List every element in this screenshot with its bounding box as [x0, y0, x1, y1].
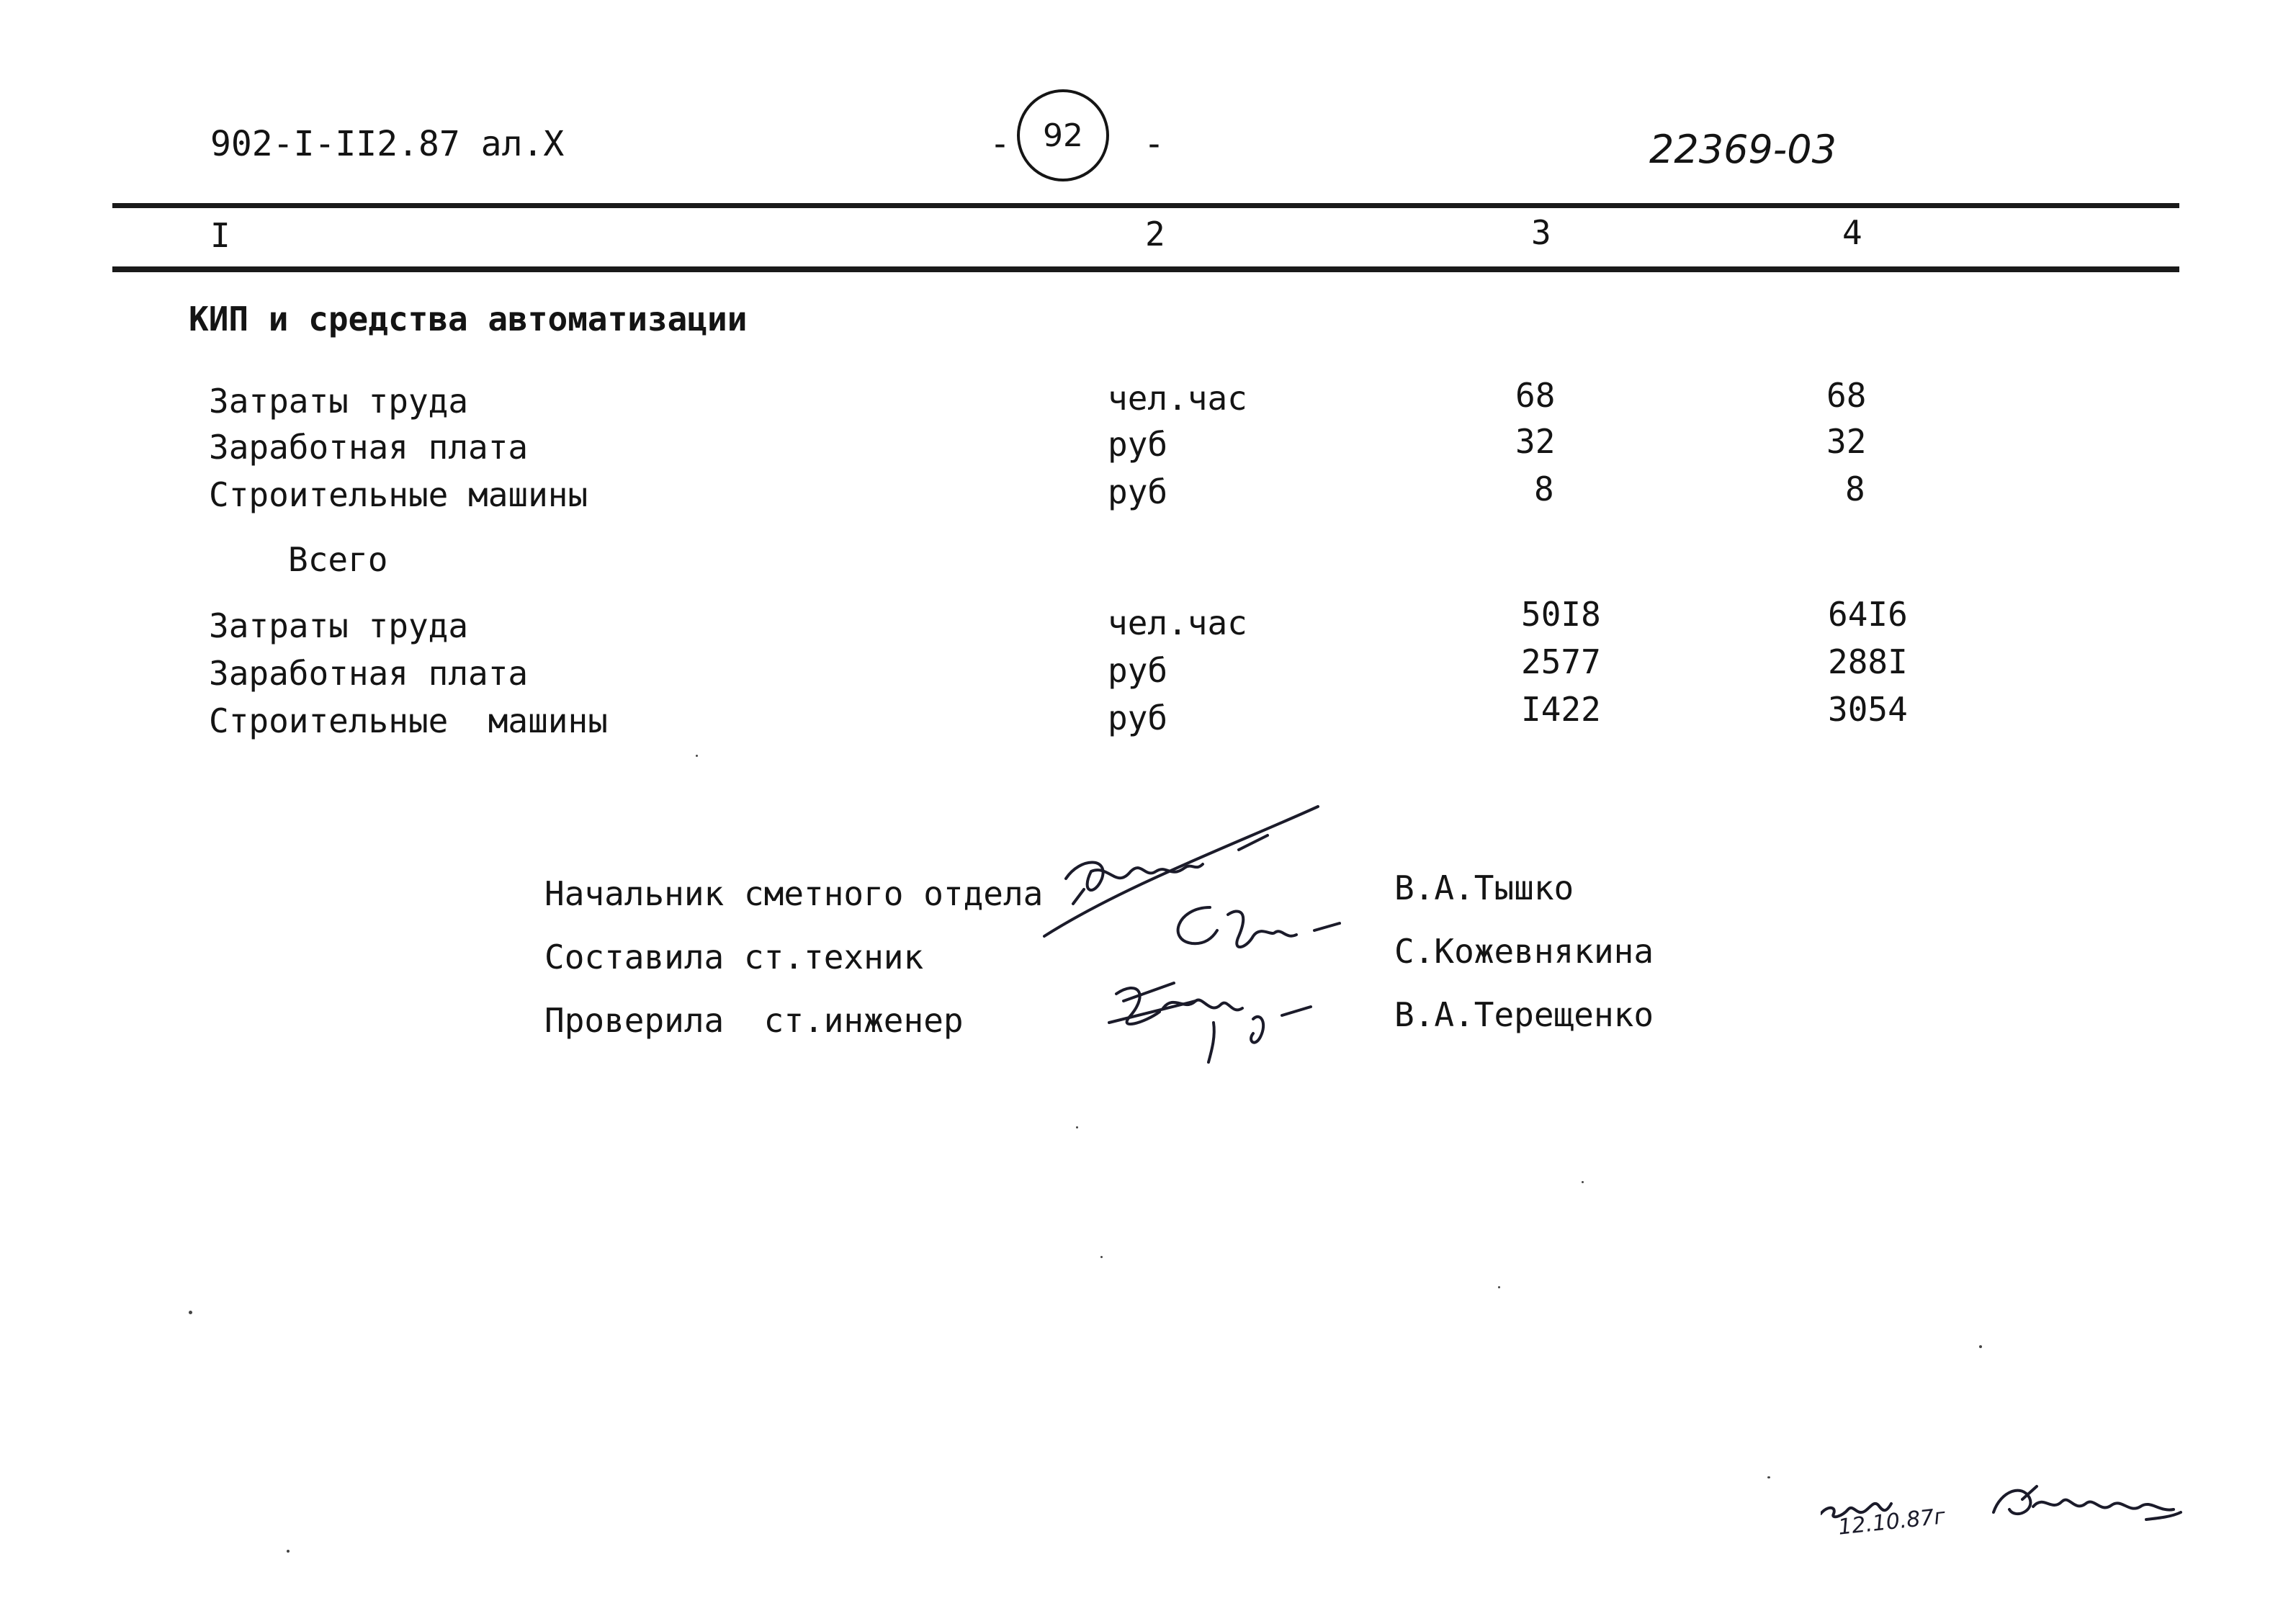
page-number-circle: [1017, 89, 1109, 181]
total-row-unit: чел.час: [1108, 603, 1247, 642]
row-name: Заработная плата: [209, 428, 529, 467]
row-col3: 68: [1515, 376, 1556, 415]
total-label: Всего: [288, 540, 388, 579]
signature-scribbles: [1023, 763, 1354, 1095]
scan-speck: [1498, 1286, 1500, 1288]
scan-speck: [287, 1550, 290, 1553]
total-row-name: Строительные машины: [209, 701, 608, 740]
row-unit: чел.час: [1108, 379, 1247, 418]
document-code: 902-I-II2.87 ал.X: [210, 124, 565, 164]
signatory-name: С.Кожевнякина: [1394, 932, 1654, 971]
signatory-role: Начальник сметного отдела: [544, 874, 1044, 913]
signatory-name: В.А.Тышко: [1394, 868, 1574, 907]
total-row-col4: 288I: [1828, 642, 1908, 681]
row-unit: руб: [1108, 425, 1168, 464]
scan-speck: [189, 1311, 192, 1314]
header-bottom-rule: [112, 266, 2179, 272]
signatory-name: В.А.Терещенко: [1394, 995, 1654, 1034]
footer-signature: [1821, 1469, 2195, 1541]
row-col3: 8: [1534, 470, 1554, 508]
page-number: 92: [1043, 117, 1083, 154]
top-rule: [112, 203, 2179, 208]
page-dash-right: -: [1144, 124, 1165, 164]
column-header-3: 3: [1531, 213, 1551, 252]
row-name: Строительные машины: [209, 475, 588, 514]
total-row-col3: I422: [1521, 690, 1601, 729]
scan-speck: [1582, 1181, 1584, 1183]
row-name: Затраты труда: [209, 382, 469, 421]
total-row-col4: 3054: [1828, 690, 1908, 729]
footer-note: 12.10.87г: [1837, 1504, 1947, 1540]
total-row-col3: 50I8: [1521, 595, 1601, 634]
signatory-role: Составила ст.техник: [544, 938, 924, 977]
scan-speck: [1100, 1256, 1103, 1258]
page-dash-left: -: [990, 124, 1010, 164]
column-header-2: 2: [1145, 215, 1165, 253]
archive-number: 22369-03: [1649, 127, 1837, 172]
column-header-4: 4: [1842, 213, 1862, 252]
scan-speck: [1979, 1345, 1982, 1348]
total-row-unit: руб: [1108, 699, 1168, 737]
total-row-col4: 64I6: [1828, 595, 1908, 634]
total-row-name: Затраты труда: [209, 606, 469, 645]
total-row-col3: 2577: [1521, 642, 1601, 681]
row-col4: 68: [1826, 376, 1867, 415]
total-row-name: Заработная плата: [209, 654, 529, 693]
signatory-role: Проверила ст.инженер: [544, 1001, 964, 1040]
row-unit: руб: [1108, 472, 1168, 511]
scan-speck: [1767, 1476, 1770, 1478]
scan-speck: [696, 755, 698, 757]
row-col3: 32: [1515, 422, 1556, 461]
total-row-unit: руб: [1108, 651, 1168, 690]
row-col4: 32: [1826, 422, 1867, 461]
scan-speck: [1076, 1126, 1078, 1128]
section-title: КИП и средства автоматизации: [189, 300, 748, 338]
row-col4: 8: [1845, 470, 1865, 508]
column-header-1: I: [210, 216, 230, 255]
